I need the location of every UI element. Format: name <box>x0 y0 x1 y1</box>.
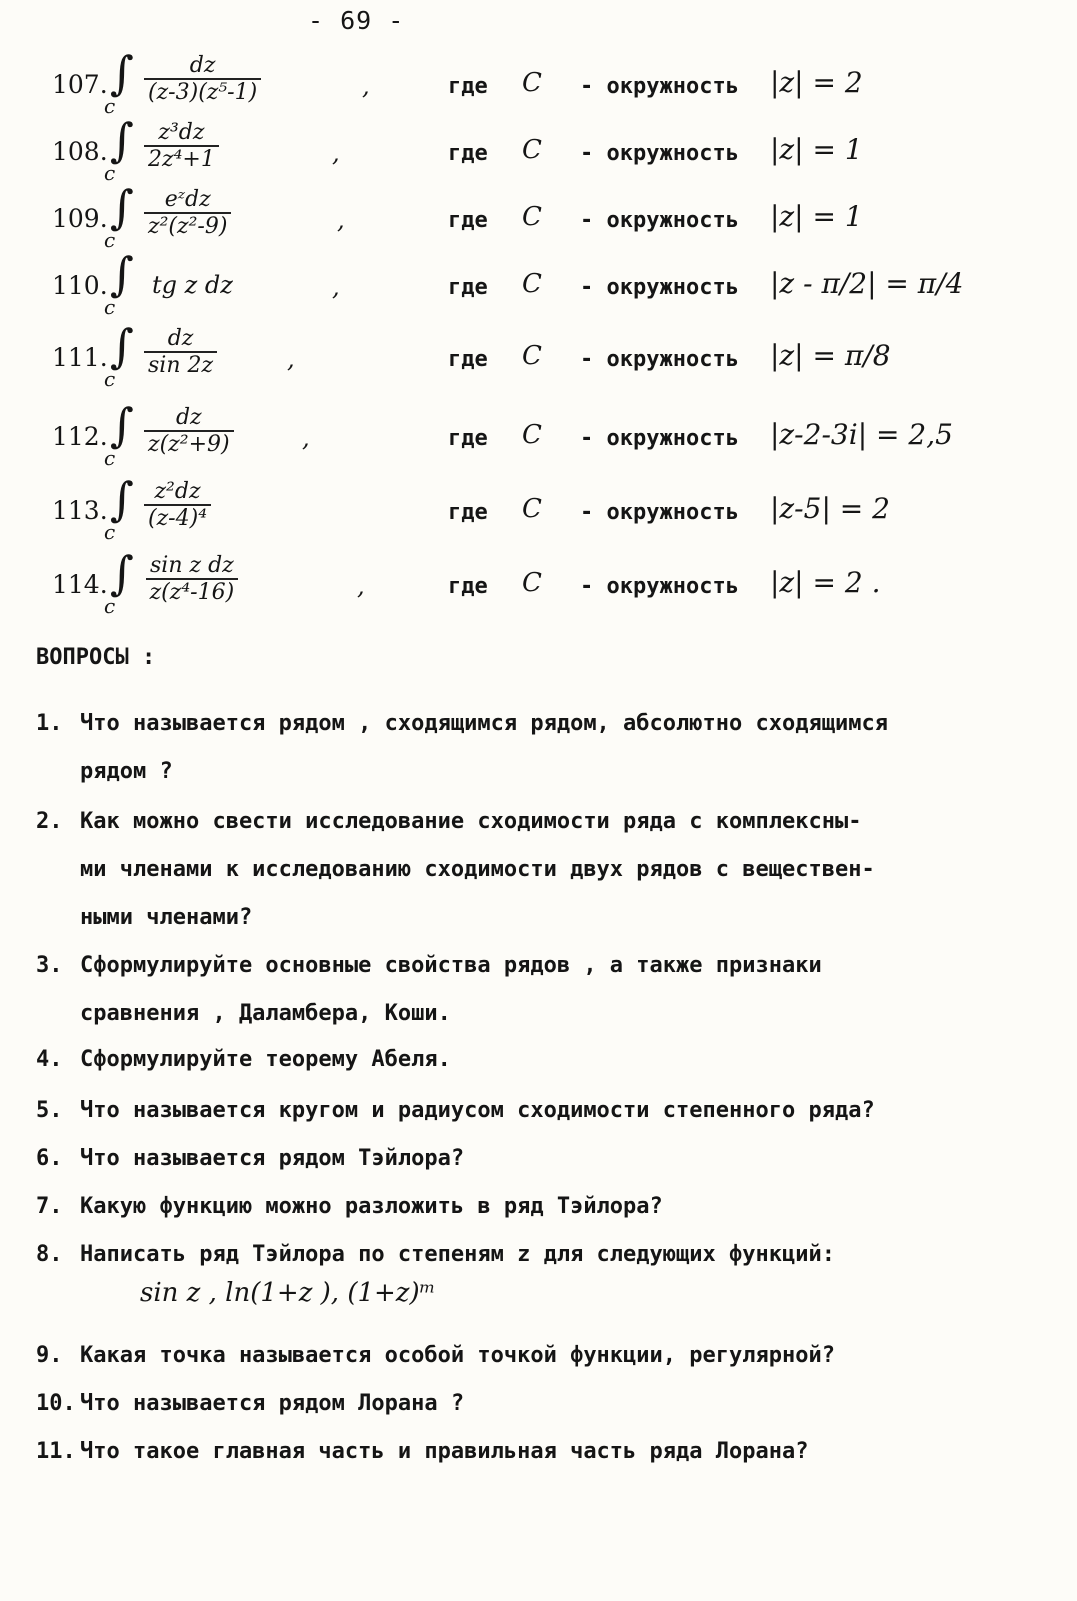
circle-label: - окружность <box>580 275 739 300</box>
contour-subscript: c <box>104 446 116 470</box>
problem-number: 107. <box>52 70 108 99</box>
where-label: где <box>448 208 488 233</box>
question-number: 6. <box>36 1146 63 1171</box>
denominator: (z-3)(z⁵-1) <box>144 78 261 106</box>
question-number: 3. <box>36 953 63 978</box>
question-text-cont: ми членами к исследованию сходимости двух рядов с веществен- <box>80 857 875 882</box>
integrand-fraction <box>144 188 231 240</box>
questions-header: ВОПРОСЫ : <box>36 645 156 670</box>
denominator: 2z⁴+1 <box>144 145 219 173</box>
integrand-fraction <box>144 480 211 532</box>
numerator: eᶻdz <box>164 187 211 212</box>
numerator: sin z dz <box>150 553 234 578</box>
problem-113 <box>52 472 1052 552</box>
contour-var: C <box>522 269 542 299</box>
contour-subscript: c <box>104 295 116 319</box>
question-5 <box>36 1085 1046 1137</box>
problem-number: 111. <box>52 343 108 372</box>
circle-label: - окружность <box>580 574 739 599</box>
numerator: dz <box>189 53 216 78</box>
question-1 <box>36 698 1046 784</box>
integral-symbol: ∫ <box>110 472 134 526</box>
question-10 <box>36 1378 1046 1430</box>
question-text: Что такое главная часть и правильная часть ряда Лорана? <box>80 1439 809 1464</box>
contour-subscript: c <box>104 520 116 544</box>
contour-var: C <box>522 68 542 98</box>
numerator: z³dz <box>158 120 205 145</box>
integrand-fraction <box>144 121 219 173</box>
numerator: z²dz <box>154 479 201 504</box>
question-text: Что называется рядом Лорана ? <box>80 1391 465 1416</box>
question-text: Написать ряд Тэйлора по степеням z для следующих функций: <box>80 1242 835 1267</box>
denominator: z(z²+9) <box>144 430 234 458</box>
integral-symbol: ∫ <box>110 319 134 373</box>
contour-condition: |z| = 2 . <box>770 566 881 599</box>
question-text: Сформулируйте теорему Абеля. <box>80 1047 451 1072</box>
integral-symbol: ∫ <box>110 180 134 234</box>
question-number: 5. <box>36 1098 63 1123</box>
contour-var: C <box>522 420 542 450</box>
problem-111: 111. ∫ c $\frac{dz}{\sin 2z}$ , где C - окружность |z| = π/8 <box>52 319 891 391</box>
contour-subscript: c <box>104 94 116 118</box>
question-2 <box>36 796 1046 930</box>
question-text-cont2: ными членами? <box>80 905 253 930</box>
question-text: Как можно свести исследование сходимости ряда с комплексны- <box>80 809 862 834</box>
problem-112: 112. ∫ c $\frac{dz}{\text{z(z²+9)}}$ , где C - окружность |z-2-3i| = 2,5 <box>52 398 953 470</box>
question-text-cont: рядом ? <box>80 759 173 784</box>
contour-var: C <box>522 135 542 165</box>
question-7 <box>36 1181 1046 1233</box>
contour-condition: |z| = π/8 <box>770 339 891 372</box>
question-text: Сформулируйте основные свойства рядов , а также признаки <box>80 953 822 978</box>
integral-symbol: ∫ <box>110 546 134 600</box>
question-text: Какая точка называется особой точкой функции, регулярной? <box>80 1343 835 1368</box>
circle-label: - окружность <box>580 426 739 451</box>
denominator: z²(z²-9) <box>144 212 231 240</box>
contour-subscript: c <box>104 594 116 618</box>
question-3 <box>36 940 1046 1026</box>
question-text-cont: сравнения , Даламбера, Коши. <box>80 1001 451 1026</box>
integrand-fraction <box>144 327 217 379</box>
question-8 <box>36 1229 1046 1281</box>
question-number: 2. <box>36 809 63 834</box>
where-label: где <box>448 74 488 99</box>
integrand-fraction <box>144 54 261 106</box>
problem-109: 109. ∫ c eᶻdz z²(z²-9) , где C - окружность |z| = 1 <box>52 180 863 252</box>
integrand-fraction <box>144 554 240 606</box>
problem-number: 114. <box>52 570 108 599</box>
question-number: 1. <box>36 711 63 736</box>
numerator: dz <box>175 405 202 430</box>
where-label: где <box>448 500 488 525</box>
question-text: Что называется рядом Тэйлора? <box>80 1146 465 1171</box>
contour-condition: |z-5| = 2 <box>770 492 890 525</box>
contour-condition: |z - π/2| = π/4 <box>770 267 964 300</box>
problem-number: 112. <box>52 422 108 451</box>
where-label: где <box>448 574 488 599</box>
question-4 <box>36 1034 1046 1086</box>
problem-110: 110. ∫ c tg z dz , где C - окружность |z - π/2| = π/4 <box>52 247 964 319</box>
contour-condition: |z| = 1 <box>770 200 863 233</box>
question-text: Что называется рядом , сходящимся рядом, абсолютно сходящимся <box>80 711 888 736</box>
integral-symbol: ∫ <box>110 46 134 100</box>
question-number: 7. <box>36 1194 63 1219</box>
contour-var: C <box>522 568 542 598</box>
integrand-expression: tg z dz <box>152 271 233 299</box>
problem-108: 108. ∫ c $\frac{\text{z³dz}}{\text{2z⁴+1}}$ , где C - окружность |z| = 1 <box>52 113 863 185</box>
where-label: где <box>448 141 488 166</box>
contour-subscript: c <box>104 161 116 185</box>
question-number: 9. <box>36 1343 63 1368</box>
question-number: 11. <box>36 1439 76 1464</box>
denominator: z(z⁴-16) <box>146 578 239 606</box>
problem-107: 107. ∫ c $\frac{dz}{\text{(z-3)(z⁵-1)}}$ , где C - окружность |z| = 2 <box>52 46 863 118</box>
handwritten-functions: sin z , ln(1+z ), (1+z)ᵐ <box>140 1278 436 1308</box>
contour-condition: |z-2-3i| = 2,5 <box>770 418 953 451</box>
where-label: где <box>448 275 488 300</box>
circle-label: - окружность <box>580 500 739 525</box>
circle-label: - окружность <box>580 74 739 99</box>
question-text: Что называется кругом и радиусом сходимости степенного ряда? <box>80 1098 875 1123</box>
integral-symbol: ∫ <box>110 113 134 167</box>
question-9 <box>36 1330 1046 1382</box>
denominator: sin 2z <box>144 351 217 379</box>
denominator: (z-4)⁴ <box>144 504 211 532</box>
contour-condition: |z| = 2 <box>770 66 863 99</box>
integral-symbol: ∫ <box>110 398 134 452</box>
question-11 <box>36 1426 1046 1478</box>
problem-number: 108. <box>52 137 108 166</box>
problem-114: 114. ∫ c $\frac{\text{sin z dz}}{\text{z(z⁴-16)}}$ , где C - окружность |z| = 2 . <box>52 546 881 618</box>
contour-var: C <box>522 202 542 232</box>
contour-var: C <box>522 341 542 371</box>
circle-label: - окружность <box>580 141 739 166</box>
circle-label: - окружность <box>580 347 739 372</box>
question-number: 4. <box>36 1047 63 1072</box>
page-number: - 69 - <box>308 6 405 35</box>
contour-condition: |z| = 1 <box>770 133 863 166</box>
question-6 <box>36 1133 1046 1185</box>
question-number: 10. <box>36 1391 76 1416</box>
problem-number: 109. <box>52 204 108 233</box>
integral-symbol: ∫ <box>110 247 134 301</box>
problem-number: 113. <box>52 496 108 525</box>
question-text: Какую функцию можно разложить в ряд Тэйлора? <box>80 1194 663 1219</box>
where-label: где <box>448 347 488 372</box>
where-label: где <box>448 426 488 451</box>
contour-subscript: c <box>104 228 116 252</box>
question-number: 8. <box>36 1242 63 1267</box>
problem-number: 110. <box>52 271 108 300</box>
circle-label: - окружность <box>580 208 739 233</box>
contour-var: C <box>522 494 542 524</box>
contour-subscript: c <box>104 367 116 391</box>
numerator: dz <box>167 326 194 351</box>
integrand-fraction <box>144 406 234 458</box>
